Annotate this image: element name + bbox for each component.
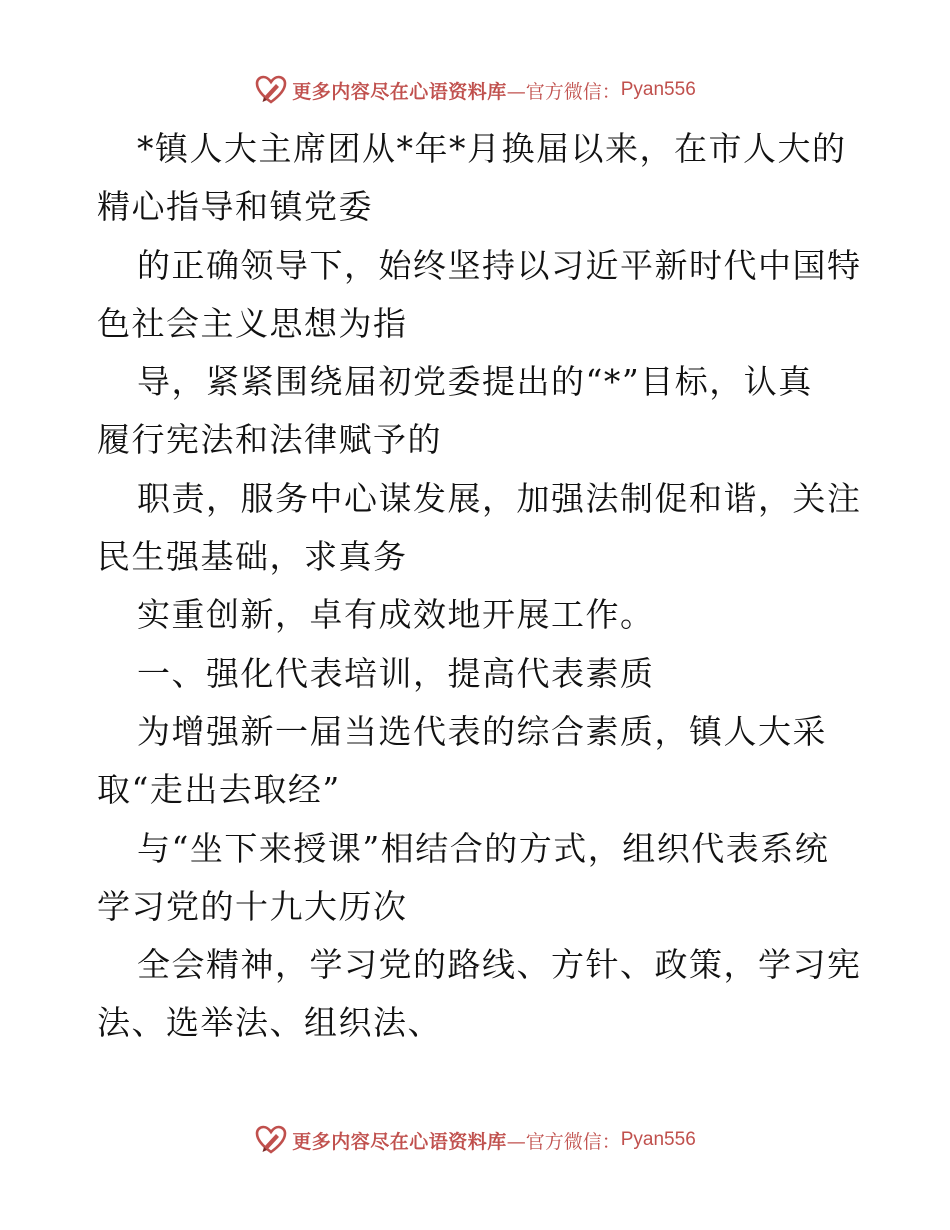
heart-pen-logo-icon <box>254 73 288 107</box>
header-watermark <box>0 70 950 110</box>
watermark-sub-text: —官方微信： <box>506 1130 621 1153</box>
text-line: 民生强基础，求真务 <box>97 537 408 577</box>
heart-pen-logo-icon <box>254 1123 288 1157</box>
watermark-sub-text: —官方微信： <box>506 80 621 103</box>
text-line: 法、选举法、组织法、 <box>97 1003 442 1043</box>
text-line: 导，紧紧围绕届初党委提出的“*”目标，认真 <box>137 362 813 402</box>
text-line: 为增强新一届当选代表的综合素质，镇人大采 <box>137 711 827 751</box>
text-line: 实重创新，卓有成效地开展工作。 <box>137 595 655 635</box>
watermark-main-text: 更多内容尽在心语资料库 <box>292 1130 507 1153</box>
watermark-id-text: Pyan556 <box>620 79 696 100</box>
text-line: 职责，服务中心谋发展，加强法制促和谐，关注 <box>137 478 862 518</box>
text-line: 精心指导和镇党委 <box>97 187 373 227</box>
text-line: 全会精神，学习党的路线、方针、政策，学习宪 <box>137 945 862 985</box>
document-body <box>97 120 862 1053</box>
text-line: 学习党的十九大历次 <box>97 886 408 926</box>
watermark-main-text: 更多内容尽在心语资料库 <box>292 80 507 103</box>
text-line: 取“走出去取经” <box>97 770 341 810</box>
text-line: 履行宪法和法律赋予的 <box>97 420 442 460</box>
footer-watermark <box>0 1120 950 1160</box>
watermark-id-text: Pyan556 <box>620 1129 696 1150</box>
text-line: *镇人大主席团从*年*月换届以来，在市人大的 <box>137 129 847 168</box>
text-line: 与“坐下来授课”相结合的方式，组织代表系统 <box>137 828 830 868</box>
text-line: 的正确领导下，始终坚持以习近平新时代中国特 <box>137 245 862 285</box>
text-line: 色社会主义思想为指 <box>97 303 408 343</box>
text-line: 一、强化代表培训，提高代表素质 <box>137 653 655 693</box>
